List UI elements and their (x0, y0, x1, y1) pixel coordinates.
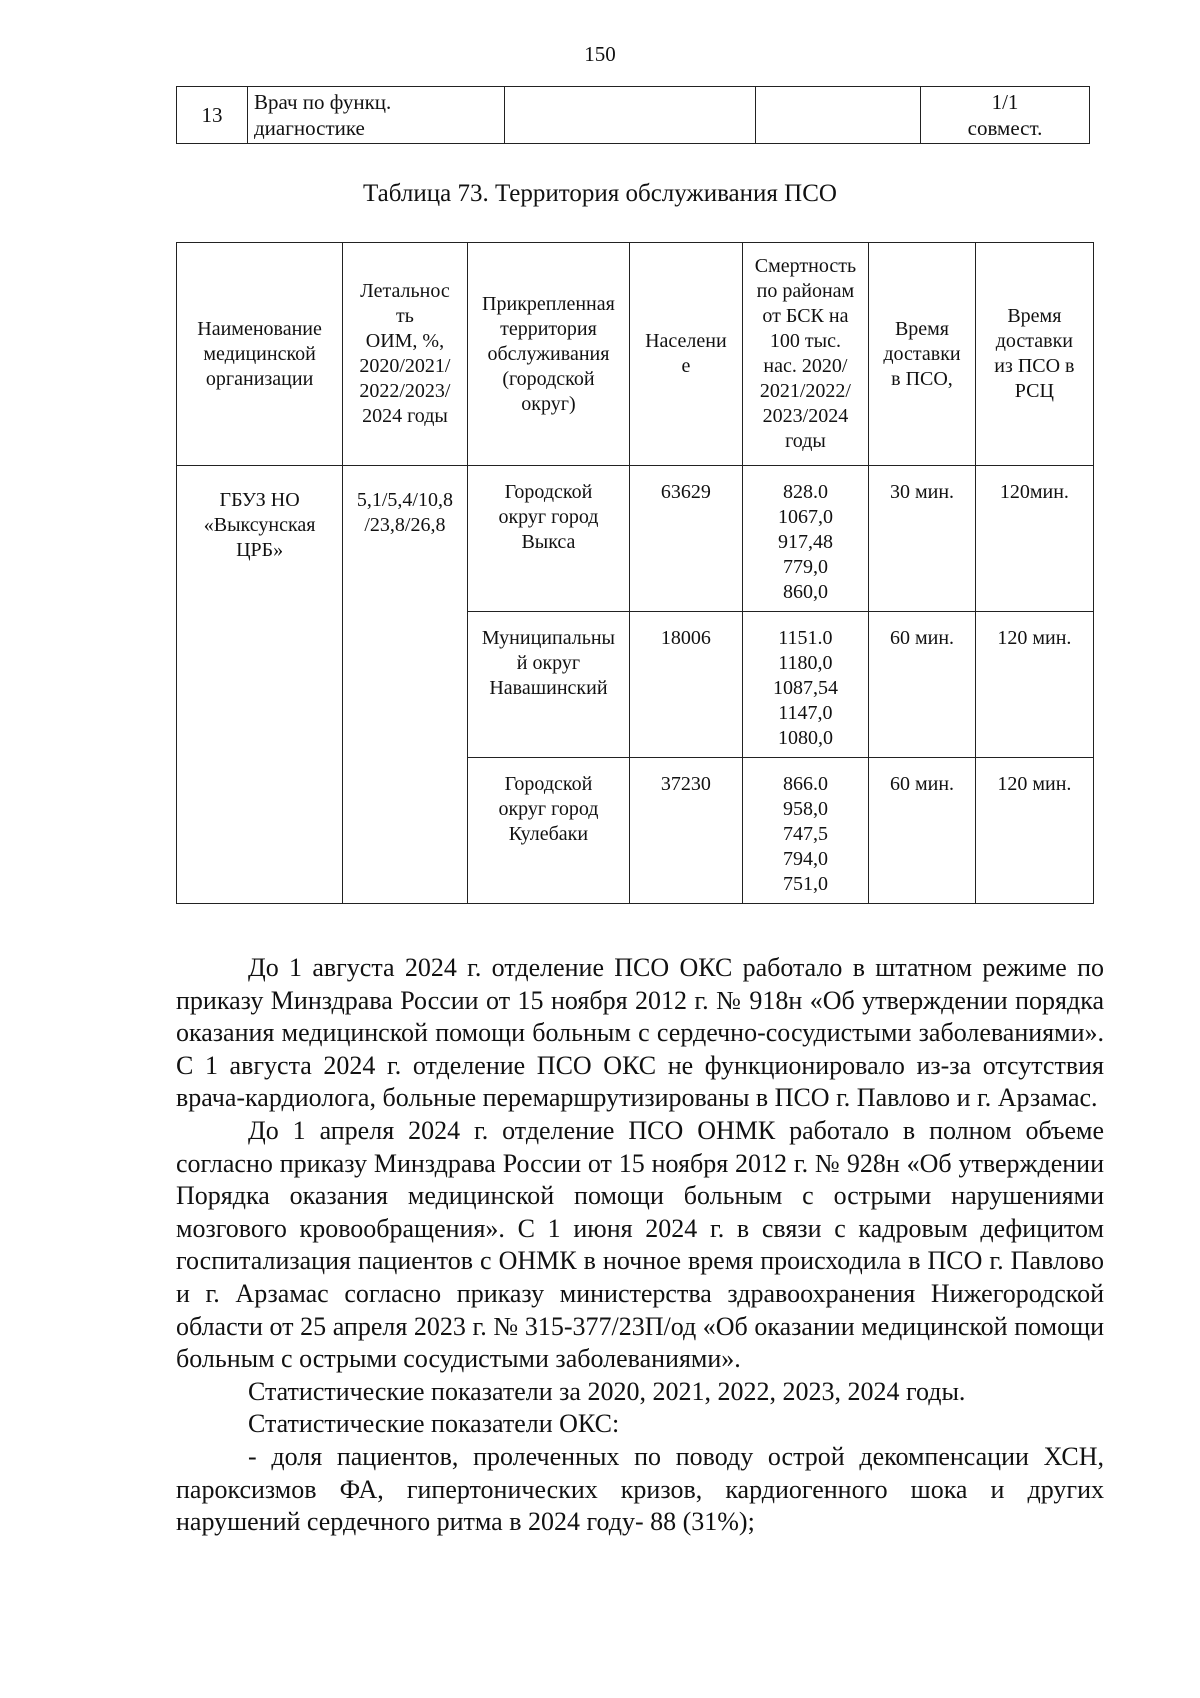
staff-position-line: Врач по функц. (254, 90, 392, 114)
lethality-cell: 5,1/5,4/10,8 /23,8/26,8 (343, 466, 468, 904)
population-cell: 18006 (630, 612, 742, 758)
paragraph: До 1 апреля 2024 г. отделение ПСО ОНМК работало в полном объеме согласно приказу Минздрава России от 15 ноября 2012 г. № 928н «Об утверждении Порядка оказания медицинской помощи больным с острыми нарушениями мозгового кровообращения». С 1 июня 2024 г. в связи с кадровым дефицитом госпитализация пациентов с ОНМК в ночное время происходила в ПСО г. Павлово и г. Арзамас согласно приказу министерства здравоохранения Нижегородской области от 25 апреля 2023 г. № 315-377/23П/од «Об оказании медицинской помощи больным с острыми сосудистыми заболеваниями». (176, 1115, 1104, 1374)
paragraph: Статистические показатели ОКС: (248, 1409, 620, 1439)
staff-rate (921, 87, 1090, 144)
mortality-cell: 1151.0 1180,0 1087,54 1147,0 1080,0 (742, 612, 869, 758)
territory-cell: Муниципальны й округ Навашинский (467, 612, 629, 758)
header-organization: Наименование медицинской организации (177, 243, 343, 466)
delivery-rsc-cell: 120 мин. (975, 612, 1093, 758)
table-header-row (177, 243, 1094, 466)
table-row (177, 466, 1094, 612)
organization-cell: ГБУЗ НО «Выксунская ЦРБ» (177, 466, 343, 904)
staff-rate-line: 1/1 (991, 90, 1019, 114)
delivery-pso-cell: 60 мин. (869, 612, 976, 758)
body-text (176, 952, 1104, 1539)
staff-rate-line: совмест. (967, 116, 1043, 140)
table-caption: Таблица 73. Территория обслуживания ПСО (363, 180, 837, 207)
delivery-rsc-cell: 120мин. (975, 466, 1093, 612)
table-row (177, 87, 1090, 144)
paragraph: - доля пациентов, пролеченных по поводу острой декомпенсации ХСН, пароксизмов ФА, гипертонических кризов, кардиогенного шока и других нарушений сердечного ритма в 2024 году- 88 (31%); (176, 1441, 1104, 1537)
territory-cell: Городской округ город Кулебаки (467, 758, 629, 904)
header-lethality: Летальнос ть ОИМ, %, 2020/2021/ 2022/2023/ 2024 годы (343, 243, 468, 466)
delivery-pso-cell: 60 мин. (869, 758, 976, 904)
header-delivery-rsc: Время доставки из ПСО в РСЦ (975, 243, 1093, 466)
empty-cell (756, 87, 921, 144)
population-cell: 37230 (630, 758, 742, 904)
header-population: Населени е (630, 243, 742, 466)
paragraph: Статистические показатели за 2020, 2021, 2022, 2023, 2024 годы. (248, 1376, 966, 1406)
continuation-table (176, 86, 1090, 144)
population-cell: 63629 (630, 466, 742, 612)
header-delivery-pso: Время доставки в ПСО, (869, 243, 976, 466)
territory-cell: Городской округ город Выкса (467, 466, 629, 612)
row-number: 13 (177, 87, 248, 144)
page-number: 150 (584, 42, 616, 66)
mortality-cell: 828.0 1067,0 917,48 779,0 860,0 (742, 466, 869, 612)
delivery-pso-cell: 30 мин. (869, 466, 976, 612)
empty-cell (505, 87, 756, 144)
pso-territory-table (176, 242, 1094, 904)
header-mortality: Смертность по районам от БСК на 100 тыс. нас. 2020/ 2021/2022/ 2023/2024 годы (742, 243, 869, 466)
delivery-rsc-cell: 120 мин. (975, 758, 1093, 904)
staff-position-line: диагностике (254, 116, 365, 140)
paragraph: До 1 августа 2024 г. отделение ПСО ОКС работало в штатном режиме по приказу Минздрава России от 15 ноября 2012 г. № 918н «Об утверждении порядка оказания медицинской помощи больным с сердечно-сосудистыми заболеваниями». С 1 августа 2024 г. отделение ПСО ОКС не функционировало из-за отсутствия врача-кардиолога, больные перемаршрутизированы в ПСО г. Павлово и г. Арзамас. (176, 953, 1104, 1113)
header-territory: Прикрепленная территория обслуживания (городской округ) (467, 243, 629, 466)
mortality-cell: 866.0 958,0 747,5 794,0 751,0 (742, 758, 869, 904)
staff-position (248, 87, 505, 144)
